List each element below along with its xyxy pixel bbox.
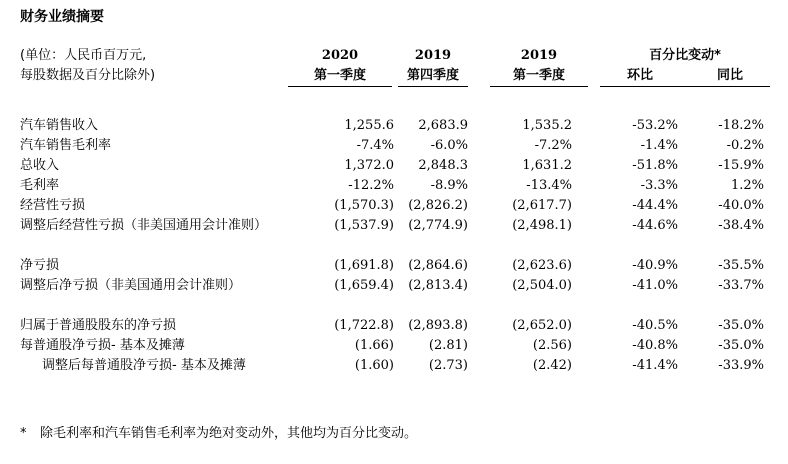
column-header-qoq (600, 66, 680, 86)
column-header-q1-2020 (288, 46, 392, 86)
table-row (20, 136, 780, 156)
cell-q1-2020: (1,691.8) (334, 258, 394, 273)
cell-yoy: -35.0% (718, 318, 764, 333)
cell-q1-2020: (1,570.3) (334, 198, 394, 213)
cell-qoq: -1.4% (640, 138, 678, 153)
row-label: 汽车销售收入 (20, 118, 99, 133)
row-label: 毛利率 (20, 178, 60, 193)
column-header-q4-2019 (398, 46, 468, 86)
cell-qoq: -44.4% (632, 198, 678, 213)
column-header-yoy (690, 66, 770, 86)
cell-q4-2019: (2.73) (428, 358, 468, 373)
table-row (20, 156, 780, 176)
table-row (20, 276, 780, 316)
column-header-q1-2019 (490, 46, 588, 86)
column-underline (600, 86, 770, 87)
cell-q4-2019: (2.81) (428, 338, 468, 353)
column-quarter: 第一季度 (512, 68, 565, 83)
cell-qoq: -53.2% (632, 118, 678, 133)
financial-table (20, 116, 780, 396)
table-row (20, 216, 780, 256)
cell-q1-2019: -13.4% (526, 178, 572, 193)
cell-q1-2020: (1.66) (354, 338, 394, 353)
cell-qoq: -41.4% (632, 358, 678, 373)
cell-q4-2019: (2,826.2) (408, 198, 468, 213)
cell-q4-2019: (2,774.9) (408, 218, 468, 233)
column-yoy-label: 同比 (716, 68, 743, 83)
cell-yoy: -33.9% (718, 358, 764, 373)
unit-note-line2: 每股数据及百分比除外) (20, 68, 156, 83)
cell-yoy: -0.2% (726, 138, 764, 153)
column-qoq-label: 环比 (626, 68, 653, 83)
cell-q4-2019: (2,813.4) (408, 278, 468, 293)
cell-q4-2019: -8.9% (430, 178, 468, 193)
cell-q4-2019: (2,893.8) (408, 318, 468, 333)
row-label: 调整后经营性亏损（非美国通用会计准则） (20, 218, 268, 233)
column-underline (490, 86, 588, 87)
cell-q1-2019: (2,617.7) (512, 198, 572, 213)
change-header: 百分比变动* (649, 48, 721, 63)
cell-q1-2019: (2,623.6) (512, 258, 572, 273)
cell-yoy: -40.0% (718, 198, 764, 213)
table-row (20, 116, 780, 136)
cell-q1-2019: (2,652.0) (512, 318, 572, 333)
row-label: 每普通股净亏损- 基本及摊薄 (20, 338, 185, 353)
footnote-marker: * (20, 426, 27, 441)
cell-q1-2020: -12.2% (348, 178, 394, 193)
cell-yoy: -38.4% (718, 218, 764, 233)
column-underline (288, 86, 392, 87)
cell-qoq: -3.3% (640, 178, 678, 193)
cell-q1-2019: (2.56) (532, 338, 572, 353)
cell-q4-2019: 2,683.9 (418, 118, 468, 133)
column-quarter: 第四季度 (406, 68, 459, 83)
cell-q1-2020: -7.4% (356, 138, 394, 153)
cell-q1-2020: (1,722.8) (334, 318, 394, 333)
column-year: 2020 (321, 48, 359, 63)
column-underline (398, 86, 468, 87)
cell-yoy: -35.0% (718, 338, 764, 353)
cell-q4-2019: 2,848.3 (418, 158, 468, 173)
cell-q1-2019: (2,504.0) (512, 278, 572, 293)
cell-q1-2020: 1,255.6 (344, 118, 394, 133)
cell-q1-2019: -7.2% (534, 138, 572, 153)
cell-q1-2020: (1,659.4) (334, 278, 394, 293)
column-year: 2019 (414, 48, 452, 63)
cell-q4-2019: -6.0% (430, 138, 468, 153)
unit-note (20, 46, 155, 86)
cell-qoq: -41.0% (632, 278, 678, 293)
cell-q1-2019: (2.42) (532, 358, 572, 373)
table-row (20, 176, 780, 196)
row-label: 经营性亏损 (20, 198, 86, 213)
cell-yoy: -35.5% (718, 258, 764, 273)
cell-yoy: 1.2% (730, 178, 764, 193)
page-title: 财务业绩摘要 (20, 9, 104, 25)
table-row (20, 356, 780, 396)
row-label: 总收入 (20, 158, 60, 173)
cell-qoq: -51.8% (632, 158, 678, 173)
cell-q1-2020: (1,537.9) (334, 218, 394, 233)
table-row (20, 256, 780, 276)
cell-yoy: -33.7% (718, 278, 764, 293)
cell-q4-2019: (2,864.6) (408, 258, 468, 273)
cell-qoq: -40.5% (632, 318, 678, 333)
row-label: 净亏损 (20, 258, 60, 273)
cell-q1-2019: (2,498.1) (512, 218, 572, 233)
unit-note-line1: (单位：人民币百万元, (20, 48, 147, 63)
cell-q1-2020: 1,372.0 (344, 158, 394, 173)
table-row (20, 316, 780, 336)
row-label: 归属于普通股股东的净亏损 (20, 318, 177, 333)
row-label: 调整后净亏损（非美国通用会计准则） (20, 278, 242, 293)
table-row (20, 196, 780, 216)
column-quarter: 第一季度 (313, 68, 366, 83)
cell-qoq: -44.6% (632, 218, 678, 233)
column-year: 2019 (520, 48, 558, 63)
footnote (20, 422, 417, 441)
table-row (20, 336, 780, 356)
cell-q1-2020: (1.60) (354, 358, 394, 373)
footnote-text: 除毛利率和汽车销售毛利率为绝对变动外，其他均为百分比变动。 (40, 426, 418, 441)
row-label: 汽车销售毛利率 (20, 138, 112, 153)
row-label: 调整后每普通股净亏损- 基本及摊薄 (42, 358, 246, 373)
cell-yoy: -15.9% (718, 158, 764, 173)
column-header-change (600, 46, 770, 66)
cell-qoq: -40.8% (632, 338, 678, 353)
cell-qoq: -40.9% (632, 258, 678, 273)
cell-q1-2019: 1,535.2 (522, 118, 572, 133)
cell-q1-2019: 1,631.2 (522, 158, 572, 173)
cell-yoy: -18.2% (718, 118, 764, 133)
